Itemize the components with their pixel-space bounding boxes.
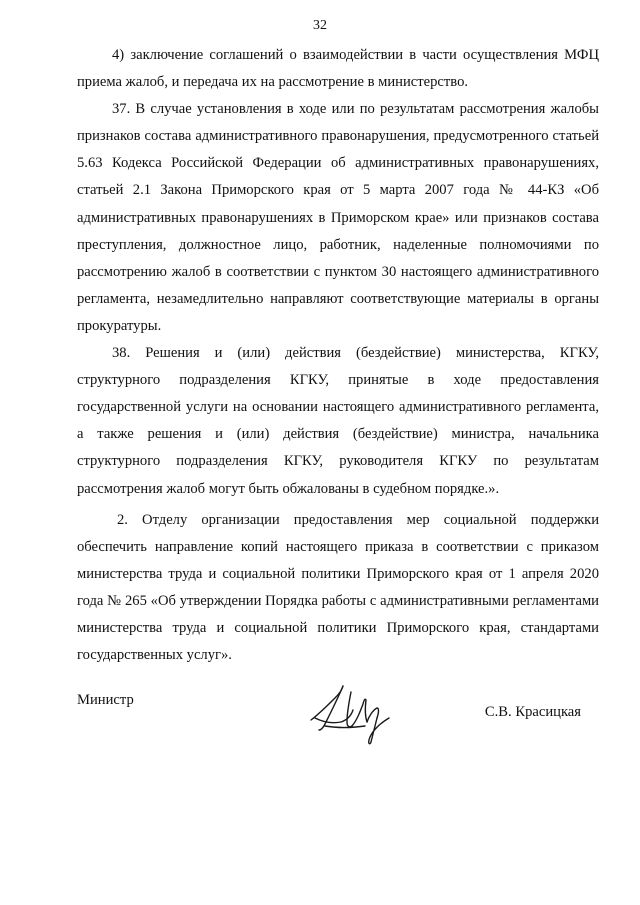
paragraph-38: 38. Решения и (или) действия (бездействие) министерства, КГКУ, структурного подразделения КГКУ, принятые в ходе предоставления государственной услуги на основании настоящего административного регламента, а также решения и (или) действия (бездействие) министра, начальника структурного подразделения КГКУ, руководителя КГКУ по результатам рассмотрения жалоб могут быть обжалованы в судебном порядке.». [77,345,599,497]
paragraph-37: 37. В случае установления в ходе или по результатам рассмотрения жалобы признаков состава административного правонарушения, предусмотренного статьей 5.63 Кодекса Российской Федерации об административных правонарушениях, статьей 2.1 Закона Приморского края от 5 марта 2007 года № 44-КЗ «Об административных правонарушениях в Приморском крае» или признаков состава преступления, должностное лицо, работник, наделенные полномочиями по рассмотрению жалоб в соответствии с пунктом 30 настоящего административного регламента, незамедлительно направляют соответствующие материалы в органы прокуратуры. [77,101,599,334]
signatory-title: Министр [77,692,134,708]
signature-block [77,680,599,750]
page-number: 32 [313,18,327,33]
document-body [77,42,599,669]
paragraph-order-item-2: 2. Отделу организации предоставления мер социальной поддержки обеспечить направление копий настоящего приказа в соответствии с приказом министерства труда и социальной политики Приморского края от 1 апреля 2020 года № 265 «Об утверждении Порядка работы с административными регламентами министерства труда и социальной политики Приморского края, стандартами государственных услуг». [77,511,599,664]
signatory-name: С.В. Красицкая [484,704,581,720]
paragraph-item-4: 4) заключение соглашений о взаимодействии в части осуществления МФЦ приема жалоб, и передача их на рассмотрение в министерство. [77,47,599,91]
handwritten-signature [305,678,405,746]
